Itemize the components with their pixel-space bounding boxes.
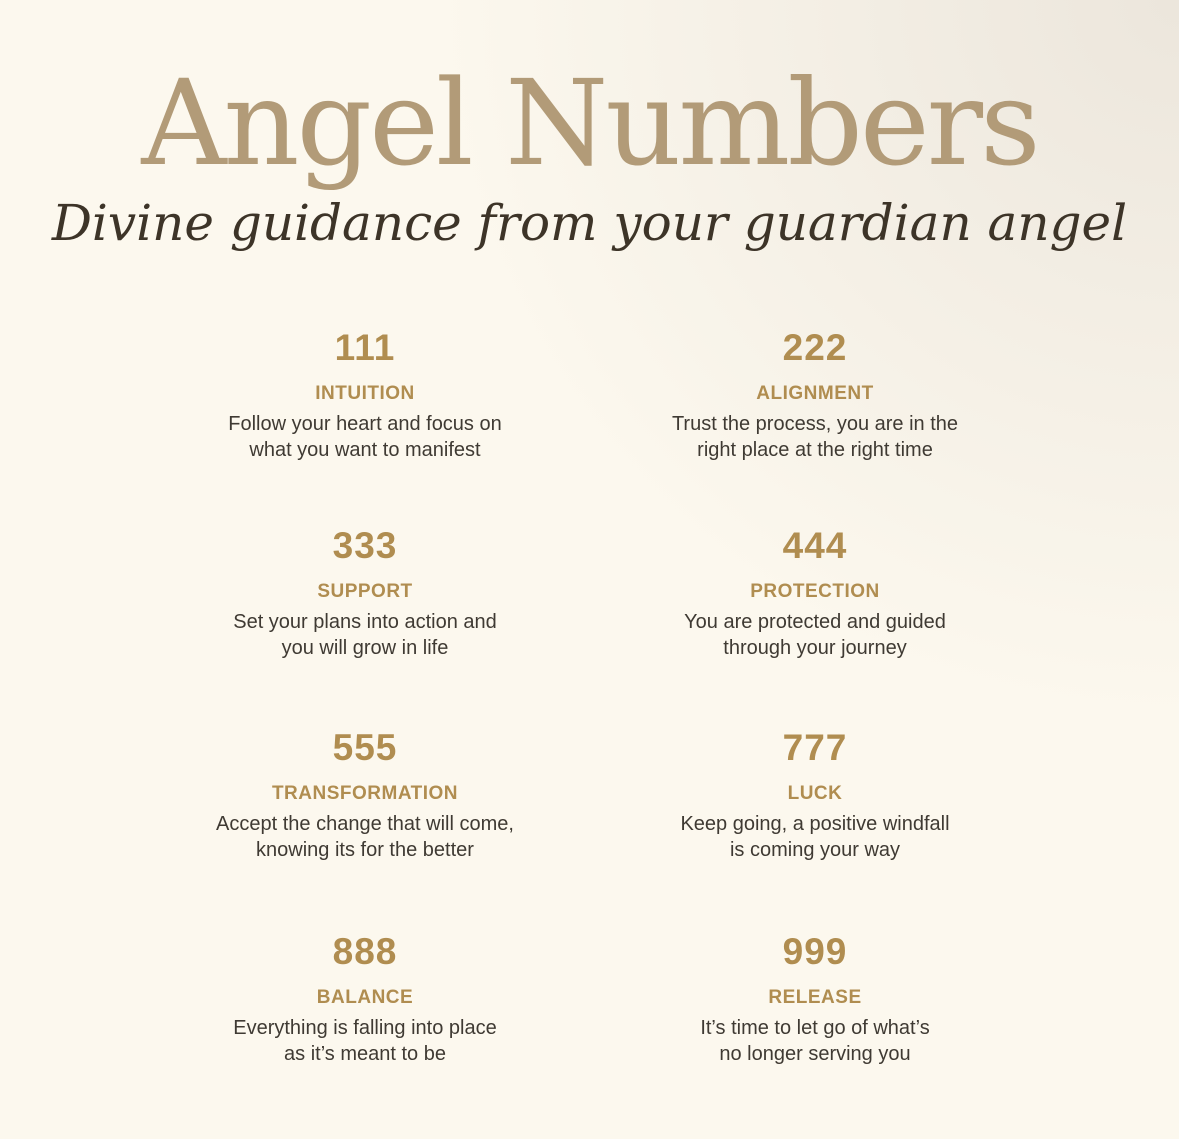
angel-number: 333 xyxy=(332,525,398,566)
angel-number-label: RELEASE xyxy=(768,987,862,1008)
angel-number-description xyxy=(155,1015,575,1067)
angel-number-card-333 xyxy=(155,524,575,661)
description-line: as it’s meant to be xyxy=(284,1043,446,1065)
page-title: Angel Numbers xyxy=(141,54,1038,192)
angel-number: 999 xyxy=(782,931,848,972)
angel-number-label: BALANCE xyxy=(316,987,414,1008)
description-line: no longer serving you xyxy=(719,1043,911,1065)
angel-number-card-111 xyxy=(155,326,575,463)
description-line: Trust the process, you are in the xyxy=(671,413,959,435)
description-line: Everything is falling into place xyxy=(233,1017,497,1039)
angel-number-label: INTUITION xyxy=(315,383,415,404)
angel-number-description xyxy=(155,411,575,463)
description-line: is coming your way xyxy=(729,839,901,861)
description-line: you will grow in life xyxy=(281,637,449,659)
description-line: Keep going, a positive windfall xyxy=(680,813,950,835)
angel-number-card-888 xyxy=(155,930,575,1067)
angel-number-card-555 xyxy=(155,726,575,863)
description-line: Set your plans into action and xyxy=(233,611,497,633)
angel-number: 222 xyxy=(782,327,848,368)
angel-number-description xyxy=(155,609,575,661)
description-line: Follow your heart and focus on xyxy=(228,413,502,435)
angel-number: 444 xyxy=(782,525,848,566)
angel-number-label: LUCK xyxy=(787,783,843,804)
angel-number-description xyxy=(605,609,1025,661)
angel-number-label: SUPPORT xyxy=(317,581,413,602)
angel-number-card-777 xyxy=(605,726,1025,863)
description-line: You are protected and guided xyxy=(684,611,946,633)
description-line: through your journey xyxy=(723,637,907,659)
angel-number-card-999 xyxy=(605,930,1025,1067)
angel-number-label: ALIGNMENT xyxy=(756,383,874,404)
angel-number: 555 xyxy=(332,727,398,768)
angel-number-description xyxy=(605,1015,1025,1067)
page-subtitle: Divine guidance from your guardian angel xyxy=(51,194,1128,252)
description-line: what you want to manifest xyxy=(249,439,481,461)
angel-number: 111 xyxy=(334,327,396,368)
angel-number-card-222 xyxy=(605,326,1025,463)
angel-number-description xyxy=(155,811,575,863)
description-line: right place at the right time xyxy=(697,439,933,461)
angel-number-label: PROTECTION xyxy=(750,581,880,602)
angel-number: 777 xyxy=(782,727,848,768)
angel-number-description xyxy=(605,811,1025,863)
description-line: Accept the change that will come, xyxy=(216,813,514,835)
description-line: It’s time to let go of what’s xyxy=(700,1017,930,1039)
angel-number-description xyxy=(605,411,1025,463)
angel-number: 888 xyxy=(332,931,398,972)
angel-number-label: TRANSFORMATION xyxy=(271,783,459,804)
angel-number-card-444 xyxy=(605,524,1025,661)
description-line: knowing its for the better xyxy=(256,839,474,861)
